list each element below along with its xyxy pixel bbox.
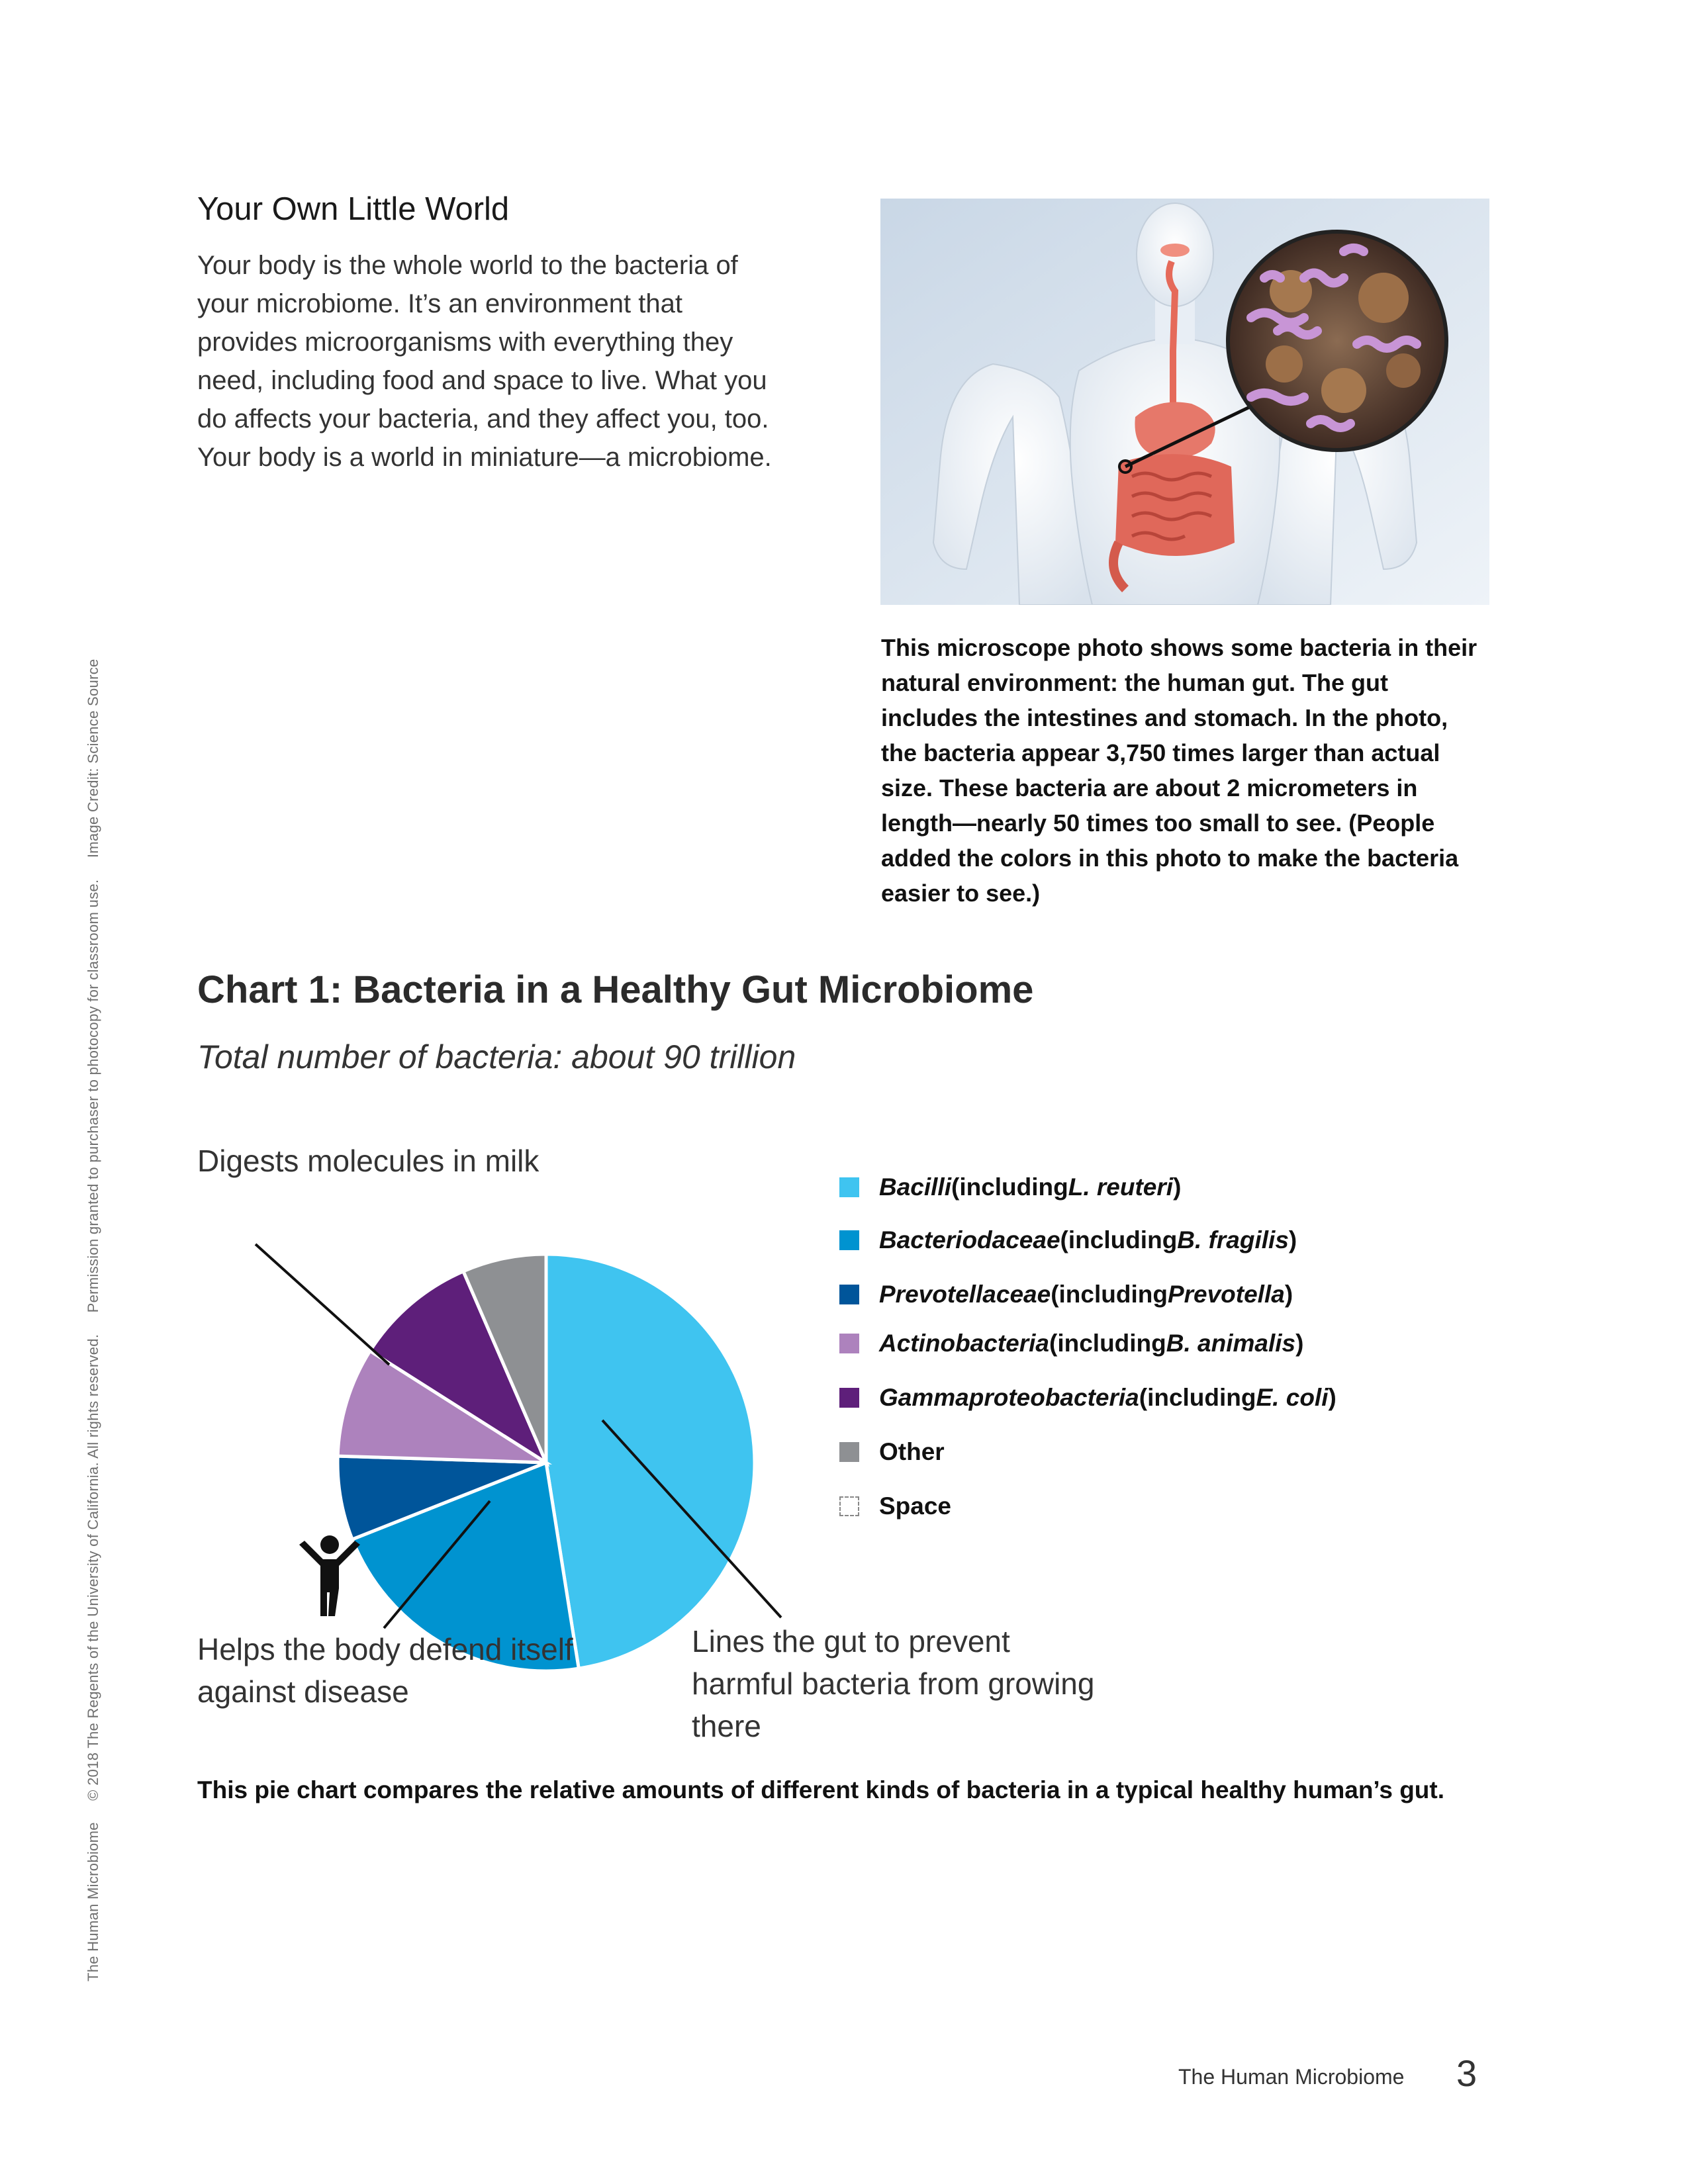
legend-swatch [839, 1442, 859, 1462]
sidebar-permission: Permission granted to purchaser to photocopy for classroom use. [85, 879, 101, 1313]
microscope-inset [1228, 232, 1446, 450]
legend-item: Space [839, 1490, 951, 1522]
legend-item: Bacilli (including L. reuteri ) [839, 1171, 1181, 1203]
gut-microscope-image [880, 199, 1489, 605]
legend-swatch [839, 1230, 859, 1250]
legend-item: Gammaproteobacteria (including E. coli ) [839, 1382, 1336, 1414]
legend-swatch [839, 1388, 859, 1408]
legend-item: Other [839, 1436, 945, 1468]
intro-paragraph: Your body is the whole world to the bacteria of your microbiome. It’s an environment that provides microorganisms with everything they need, including food and space to live. What you do affects your bacteria, and they affect you, too. Your body is a world in miniature—a microbiome. [197, 251, 772, 472]
chart-title: Chart 1: Bacteria in a Healthy Gut Microbiome [197, 968, 1034, 1011]
legend-swatch-space [839, 1496, 859, 1516]
page-number: 3 [1456, 2052, 1477, 2094]
legend-swatch [839, 1334, 859, 1353]
person-icon [299, 1535, 360, 1616]
annotation-defend: Helps the body defend itself against disease [197, 1632, 573, 1709]
sidebar-copyright: © 2018 The Regents of the University of California. All rights reserved. [85, 1334, 101, 1801]
legend-item: Bacteriodaceae (including B. fragilis ) [839, 1224, 1297, 1256]
legend-item: Prevotellaceae (including Prevotella ) [839, 1279, 1293, 1310]
footer-title: The Human Microbiome [1178, 2065, 1405, 2089]
legend-swatch [839, 1285, 859, 1304]
chart-caption: This pie chart compares the relative amounts of different kinds of bacteria in a typical healthy human’s gut. [197, 1776, 1445, 1803]
legend-swatch [839, 1177, 859, 1197]
annotation-milk: Digests molecules in milk [197, 1144, 539, 1178]
sidebar-series: The Human Microbiome [85, 1822, 101, 1981]
sidebar-credit [82, 492, 105, 1981]
chart-subtitle: Total number of bacteria: about 90 trillion [197, 1038, 796, 1075]
section-heading: Your Own Little World [197, 191, 510, 227]
photo-caption: This microscope photo shows some bacteria in their natural environment: the human gut. The gut includes the intestines and stomach. In the photo, the bacteria appear 3,750 times larger than actual size. These bacteria are about 2 micrometers in length—nearly 50 times too small to see. (People added the colors in this photo to make the bacteria easier to see.) [881, 634, 1477, 907]
legend-item: Actinobacteria (including B. animalis ) [839, 1328, 1303, 1359]
sidebar-image-credit: Image Credit: Science Source [85, 659, 101, 858]
annotation-line-milk [256, 1244, 389, 1365]
annotation-lines-gut: Lines the gut to prevent harmful bacteria from growing there [692, 1624, 1095, 1743]
pie-slice-bacilli [546, 1254, 755, 1668]
